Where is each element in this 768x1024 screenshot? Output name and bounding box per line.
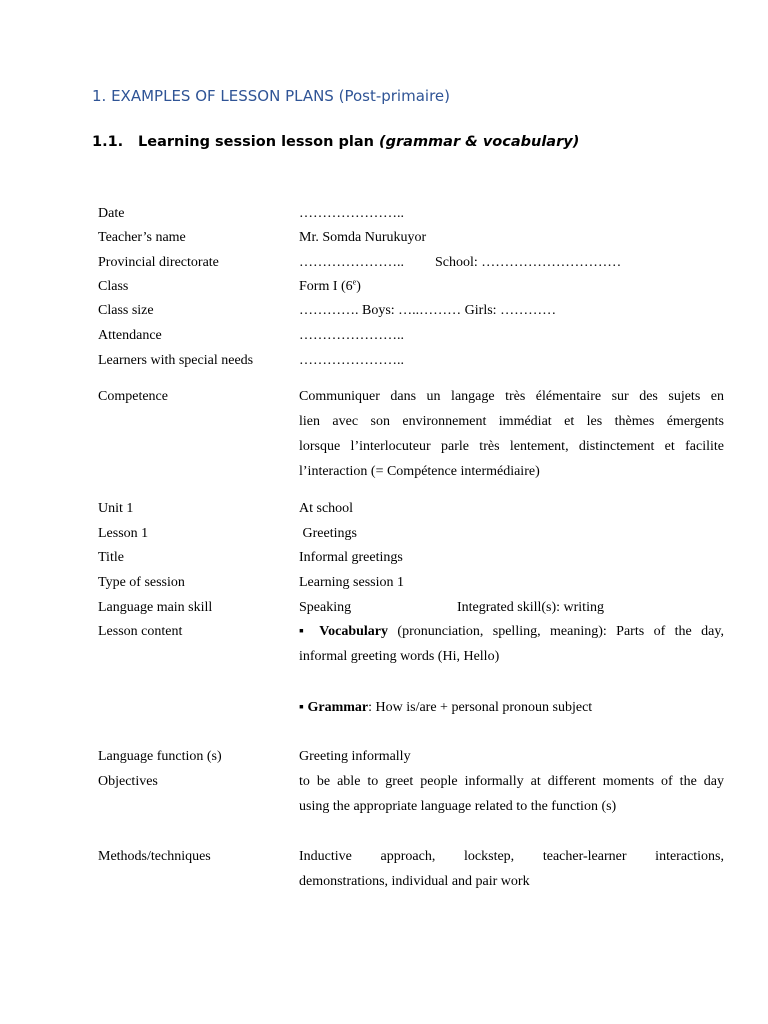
value-objectives	[299, 769, 724, 819]
vocabulary-line	[299, 619, 724, 644]
value-competence	[299, 384, 724, 484]
value-class-end: )	[356, 279, 361, 294]
label-lesson: Lesson 1	[98, 526, 149, 541]
section-heading: 1. EXAMPLES OF LESSON PLANS (Post-primaire)	[92, 87, 450, 105]
grammar-line	[299, 700, 592, 716]
value-title: Informal greetings	[299, 550, 403, 565]
subsection-heading	[92, 134, 579, 150]
competence-line: Communiquer dans un langage très élémentaire sur des sujets en	[299, 389, 724, 404]
label-provincial-directorate: Provincial directorate	[98, 255, 219, 270]
value-attendance: …………………..	[299, 328, 404, 343]
vocabulary-text: (pronunciation, spelling, meaning): Parts of the day,	[388, 624, 724, 639]
label-unit: Unit 1	[98, 501, 134, 516]
label-class-size: Class size	[98, 303, 154, 318]
vocabulary-line-2: informal greeting words (Hi, Hello)	[299, 649, 500, 664]
objectives-line: to be able to greet people informally at different moments of the day	[299, 774, 724, 789]
methods-line: demonstrations, individual and pair work	[299, 874, 530, 889]
label-title: Title	[98, 550, 124, 565]
label-lesson-content: Lesson content	[98, 624, 183, 639]
subsection-title: Learning session lesson plan	[138, 134, 379, 150]
label-language-function: Language function (s)	[98, 749, 222, 764]
label-teacher-name: Teacher’s name	[98, 230, 186, 245]
value-date: …………………..	[299, 206, 404, 221]
label-date: Date	[98, 206, 125, 221]
value-teacher-name: Mr. Somda Nurukuyor	[299, 230, 427, 245]
grammar-text: : How is/are + personal pronoun subject	[368, 700, 593, 715]
label-competence: Competence	[98, 389, 168, 404]
value-provincial-directorate: …………………..	[299, 255, 404, 270]
competence-line: lorsque l’interlocuteur parle très lentement, distinctement et facilite	[299, 439, 724, 454]
value-session-type: Learning session 1	[299, 575, 404, 590]
value-class	[299, 279, 361, 295]
grammar-label: Grammar	[307, 700, 369, 715]
value-methods	[299, 844, 724, 894]
label-main-skill: Language main skill	[98, 600, 213, 615]
value-unit: At school	[299, 501, 354, 516]
value-language-function: Greeting informally	[299, 749, 411, 764]
value-lesson: Greetings	[299, 526, 357, 541]
value-class-size: …………. Boys: …..……… Girls: …………	[299, 303, 557, 318]
label-session-type: Type of session	[98, 575, 185, 590]
subsection-number: 1.1.	[92, 134, 124, 150]
value-main-skill: Speaking	[299, 600, 352, 615]
subsection-title-italic: (grammar & vocabulary)	[379, 134, 580, 150]
value-special-needs: …………………..	[299, 353, 404, 368]
vocabulary-label: Vocabulary	[319, 624, 389, 639]
methods-line: Inductive approach, lockstep, teacher-learner interactions,	[299, 849, 724, 864]
value-class-sup: e	[352, 277, 357, 287]
label-class: Class	[98, 279, 129, 294]
label-attendance: Attendance	[98, 328, 162, 343]
label-special-needs: Learners with special needs	[98, 353, 254, 368]
objectives-line: using the appropriate language related to the function (s)	[299, 799, 617, 814]
bullet-icon: ▪	[299, 700, 308, 715]
value-class-main: Form I (6	[299, 279, 353, 294]
value-lesson-content	[299, 619, 724, 669]
label-methods: Methods/techniques	[98, 849, 211, 864]
value-school: School: …………………………	[435, 255, 622, 270]
label-objectives: Objectives	[98, 774, 158, 789]
value-integrated-skill: Integrated skill(s): writing	[457, 600, 604, 615]
competence-line: lien avec son environnement immédiat et les thèmes émergents	[299, 414, 724, 429]
competence-line: l’interaction (= Compétence intermédiaire)	[299, 464, 540, 479]
bullet-icon: ▪	[299, 624, 320, 639]
